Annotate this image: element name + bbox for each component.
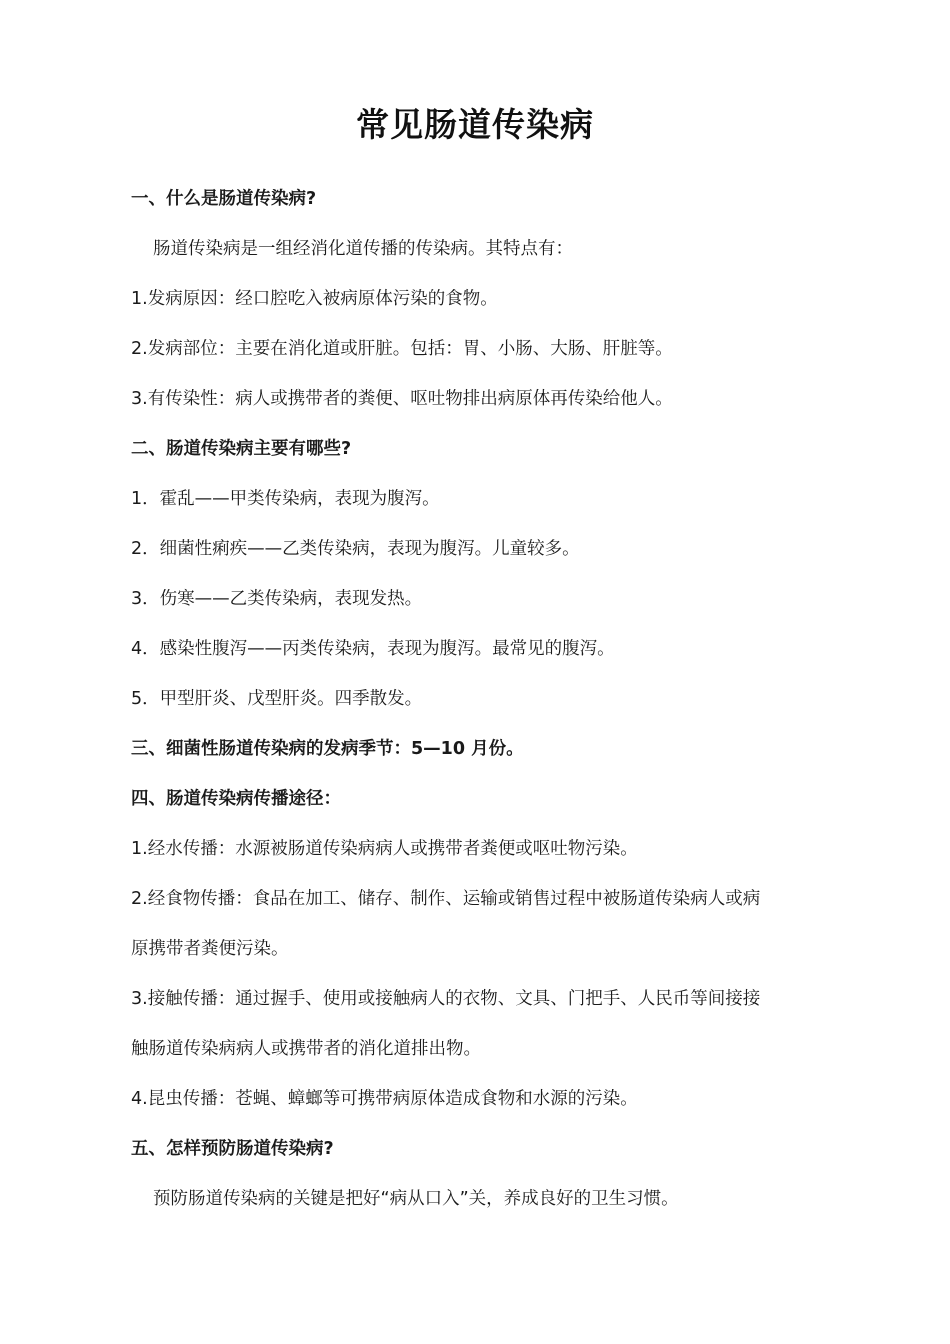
intro-paragraph: 肠道传染病是一组经消化道传播的传染病。其特点有： [153, 239, 573, 259]
disease-item-2: 2．细菌性痢疾——乙类传染病，表现为腹泻。儿童较多。 [131, 539, 580, 559]
section-heading-4: 四、肠道传染病传播途径： [131, 789, 341, 809]
feature-item-2: 2.发病部位：主要在消化道或肝脏。包括：胃、小肠、大肠、肝脏等。 [131, 339, 673, 359]
section-heading-5: 五、怎样预防肠道传染病? [131, 1139, 334, 1159]
disease-item-5: 5．甲型肝炎、戊型肝炎。四季散发。 [131, 689, 423, 709]
route-item-1: 1.经水传播：水源被肠道传染病病人或携带者粪便或呕吐物污染。 [131, 839, 638, 859]
prevention-paragraph: 预防肠道传染病的关键是把好“病从口入”关，养成良好的卫生习惯。 [153, 1189, 679, 1209]
document-body [131, 174, 831, 1224]
route-item-2: 2.经食物传播：食品在加工、储存、制作、运输或销售过程中被肠道传染病人或病 [131, 889, 761, 909]
route-item-4: 4.昆虫传播：苍蝇、蟑螂等可携带病原体造成食物和水源的污染。 [131, 1089, 638, 1109]
section-heading-2: 二、肠道传染病主要有哪些? [131, 439, 352, 459]
route-item-3: 3.接触传播：通过握手、使用或接触病人的衣物、文具、门把手、人民币等间接接 [131, 989, 761, 1009]
route-item-3-continued: 触肠道传染病病人或携带者的消化道排出物。 [131, 1039, 481, 1059]
section-heading-3: 三、细菌性肠道传染病的发病季节：5—10 月份。 [131, 739, 524, 759]
disease-item-1: 1．霍乱——甲类传染病，表现为腹泻。 [131, 489, 440, 509]
section-heading-1: 一、什么是肠道传染病? [131, 189, 317, 209]
disease-item-4: 4．感染性腹泻——丙类传染病，表现为腹泻。最常见的腹泻。 [131, 639, 615, 659]
document-title: 常见肠道传染病 [356, 105, 594, 144]
route-item-2-continued: 原携带者粪便污染。 [131, 939, 289, 959]
feature-item-3: 3.有传染性：病人或携带者的粪便、呕吐物排出病原体再传染给他人。 [131, 389, 673, 409]
disease-item-3: 3．伤寒——乙类传染病，表现发热。 [131, 589, 423, 609]
feature-item-1: 1.发病原因：经口腔吃入被病原体污染的食物。 [131, 289, 498, 309]
